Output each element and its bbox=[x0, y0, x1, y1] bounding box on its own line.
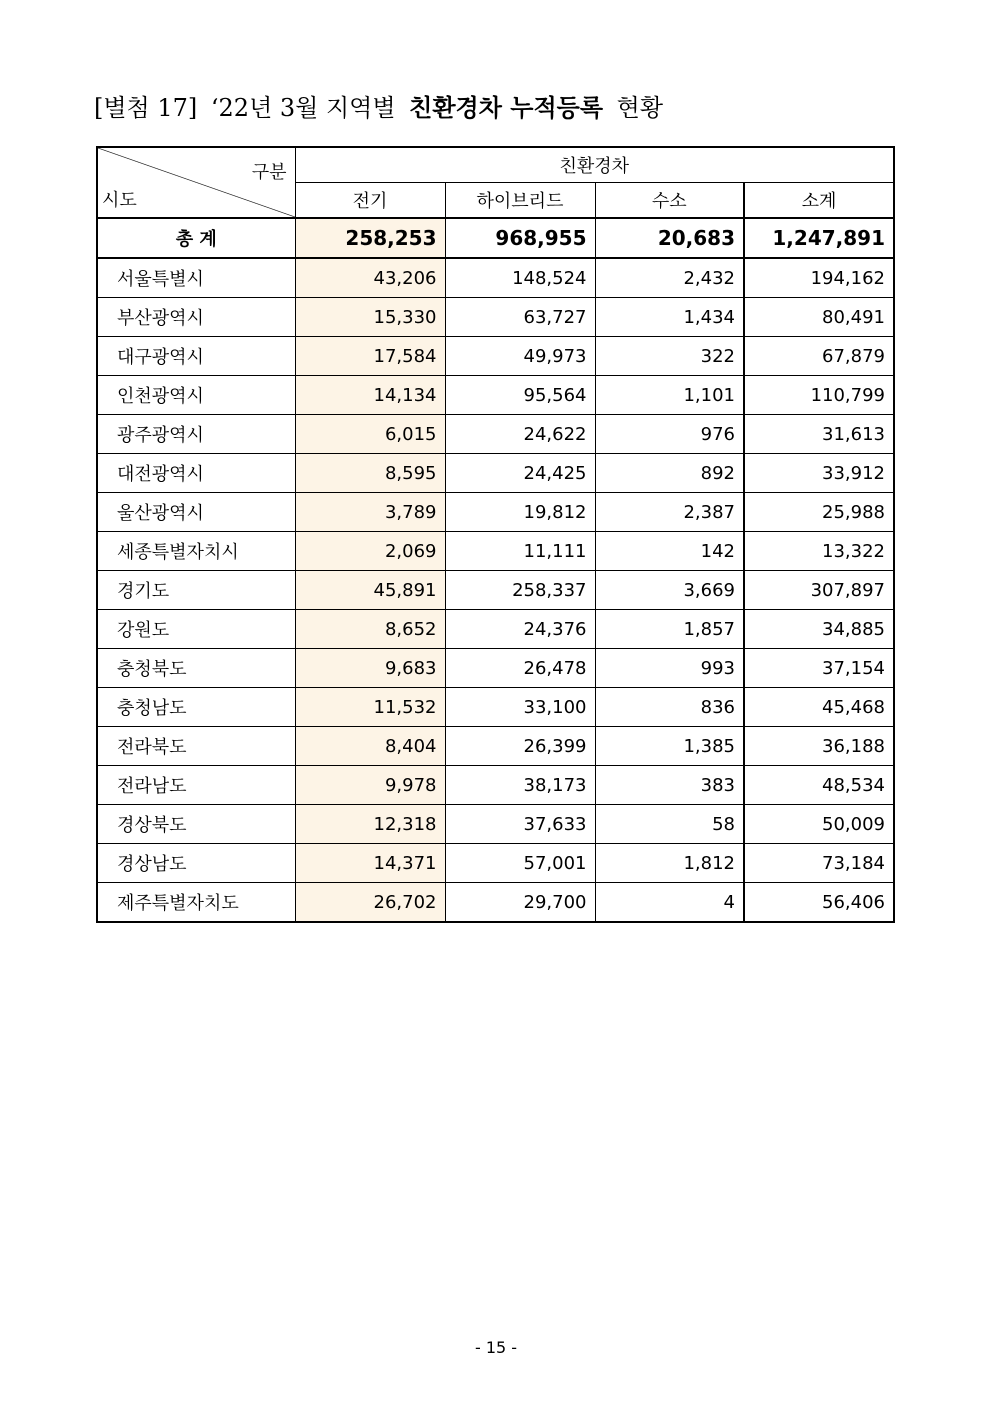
corner-region-label: 시도 bbox=[102, 190, 137, 211]
cell-hydrogen: 58 bbox=[595, 805, 744, 844]
cell-hybrid: 24,376 bbox=[445, 610, 595, 649]
cell-hydrogen: 976 bbox=[595, 415, 744, 454]
cell-subtotal: 45,468 bbox=[744, 688, 894, 727]
cell-electric: 3,789 bbox=[295, 493, 445, 532]
cell-hydrogen: 322 bbox=[595, 337, 744, 376]
table-row bbox=[97, 532, 894, 571]
cell-subtotal: 80,491 bbox=[744, 298, 894, 337]
cell-hybrid: 26,478 bbox=[445, 649, 595, 688]
region-name: 대전광역시 bbox=[97, 454, 295, 493]
table-row bbox=[97, 571, 894, 610]
cell-subtotal: 13,322 bbox=[744, 532, 894, 571]
cell-hydrogen: 383 bbox=[595, 766, 744, 805]
total-electric: 258,253 bbox=[295, 218, 445, 258]
cell-hydrogen: 1,101 bbox=[595, 376, 744, 415]
corner-category-label: 구분 bbox=[251, 162, 287, 183]
cell-electric: 12,318 bbox=[295, 805, 445, 844]
title-date: ‘22년 3월 지역별 bbox=[210, 94, 396, 122]
title-prefix: [별첨 17] bbox=[94, 94, 198, 122]
region-name: 서울특별시 bbox=[97, 258, 295, 298]
cell-electric: 14,134 bbox=[295, 376, 445, 415]
cell-hydrogen: 1,857 bbox=[595, 610, 744, 649]
total-label: 총 계 bbox=[97, 218, 295, 258]
cell-subtotal: 34,885 bbox=[744, 610, 894, 649]
total-row bbox=[97, 218, 894, 258]
table-row bbox=[97, 649, 894, 688]
region-name: 충청남도 bbox=[97, 688, 295, 727]
cell-hybrid: 33,100 bbox=[445, 688, 595, 727]
cell-hydrogen: 836 bbox=[595, 688, 744, 727]
cell-electric: 8,404 bbox=[295, 727, 445, 766]
cell-electric: 6,015 bbox=[295, 415, 445, 454]
table-row bbox=[97, 258, 894, 298]
cell-subtotal: 36,188 bbox=[744, 727, 894, 766]
cell-hydrogen: 1,434 bbox=[595, 298, 744, 337]
title-suffix: 현황 bbox=[616, 94, 664, 122]
table-row bbox=[97, 766, 894, 805]
cell-electric: 11,532 bbox=[295, 688, 445, 727]
cell-hydrogen: 2,432 bbox=[595, 258, 744, 298]
cell-subtotal: 73,184 bbox=[744, 844, 894, 883]
region-name: 전라북도 bbox=[97, 727, 295, 766]
page-number: - 15 - bbox=[474, 1338, 518, 1357]
region-name: 경기도 bbox=[97, 571, 295, 610]
cell-hydrogen: 1,812 bbox=[595, 844, 744, 883]
region-name: 충청북도 bbox=[97, 649, 295, 688]
region-name: 경상북도 bbox=[97, 805, 295, 844]
table-row bbox=[97, 454, 894, 493]
cell-electric: 17,584 bbox=[295, 337, 445, 376]
cell-electric: 2,069 bbox=[295, 532, 445, 571]
table-row bbox=[97, 376, 894, 415]
table-row bbox=[97, 688, 894, 727]
cell-hybrid: 57,001 bbox=[445, 844, 595, 883]
cell-hybrid: 26,399 bbox=[445, 727, 595, 766]
cell-hybrid: 148,524 bbox=[445, 258, 595, 298]
total-subtotal: 1,247,891 bbox=[744, 218, 894, 258]
cell-hybrid: 95,564 bbox=[445, 376, 595, 415]
table-row bbox=[97, 805, 894, 844]
cell-hydrogen: 142 bbox=[595, 532, 744, 571]
cell-electric: 45,891 bbox=[295, 571, 445, 610]
document-title bbox=[94, 88, 663, 128]
cell-subtotal: 56,406 bbox=[744, 883, 894, 923]
table-row bbox=[97, 883, 894, 923]
cell-electric: 43,206 bbox=[295, 258, 445, 298]
column-header-subtotal: 소계 bbox=[744, 183, 894, 219]
cell-hybrid: 37,633 bbox=[445, 805, 595, 844]
cell-subtotal: 33,912 bbox=[744, 454, 894, 493]
table-row bbox=[97, 610, 894, 649]
cell-hybrid: 24,425 bbox=[445, 454, 595, 493]
region-name: 경상남도 bbox=[97, 844, 295, 883]
column-header-hybrid: 하이브리드 bbox=[445, 183, 595, 219]
region-name: 강원도 bbox=[97, 610, 295, 649]
cell-hybrid: 24,622 bbox=[445, 415, 595, 454]
total-hybrid: 968,955 bbox=[445, 218, 595, 258]
region-name: 부산광역시 bbox=[97, 298, 295, 337]
region-name: 울산광역시 bbox=[97, 493, 295, 532]
cell-hybrid: 11,111 bbox=[445, 532, 595, 571]
cell-subtotal: 50,009 bbox=[744, 805, 894, 844]
cell-subtotal: 67,879 bbox=[744, 337, 894, 376]
region-name: 광주광역시 bbox=[97, 415, 295, 454]
cell-hybrid: 19,812 bbox=[445, 493, 595, 532]
table-row bbox=[97, 337, 894, 376]
cell-hydrogen: 2,387 bbox=[595, 493, 744, 532]
region-name: 인천광역시 bbox=[97, 376, 295, 415]
cell-hydrogen: 993 bbox=[595, 649, 744, 688]
cell-hybrid: 63,727 bbox=[445, 298, 595, 337]
eco-vehicle-registration-table bbox=[96, 146, 895, 923]
cell-hydrogen: 3,669 bbox=[595, 571, 744, 610]
column-header-electric: 전기 bbox=[295, 183, 445, 219]
cell-hydrogen: 4 bbox=[595, 883, 744, 923]
region-name: 제주특별자치도 bbox=[97, 883, 295, 923]
cell-subtotal: 110,799 bbox=[744, 376, 894, 415]
table-row bbox=[97, 727, 894, 766]
cell-subtotal: 307,897 bbox=[744, 571, 894, 610]
cell-subtotal: 194,162 bbox=[744, 258, 894, 298]
title-emphasis: 친환경차 누적등록 bbox=[409, 93, 603, 122]
cell-hybrid: 29,700 bbox=[445, 883, 595, 923]
cell-subtotal: 48,534 bbox=[744, 766, 894, 805]
region-name: 전라남도 bbox=[97, 766, 295, 805]
cell-electric: 15,330 bbox=[295, 298, 445, 337]
table-row bbox=[97, 298, 894, 337]
cell-electric: 8,652 bbox=[295, 610, 445, 649]
cell-electric: 9,978 bbox=[295, 766, 445, 805]
cell-subtotal: 37,154 bbox=[744, 649, 894, 688]
table-row bbox=[97, 844, 894, 883]
region-name: 대구광역시 bbox=[97, 337, 295, 376]
cell-electric: 26,702 bbox=[295, 883, 445, 923]
column-header-hydrogen: 수소 bbox=[595, 183, 744, 219]
total-hydrogen: 20,683 bbox=[595, 218, 744, 258]
cell-hybrid: 49,973 bbox=[445, 337, 595, 376]
group-header: 친환경차 bbox=[295, 147, 894, 183]
corner-header bbox=[97, 147, 295, 218]
cell-subtotal: 31,613 bbox=[744, 415, 894, 454]
cell-hybrid: 258,337 bbox=[445, 571, 595, 610]
cell-electric: 9,683 bbox=[295, 649, 445, 688]
region-name: 세종특별자치시 bbox=[97, 532, 295, 571]
cell-electric: 14,371 bbox=[295, 844, 445, 883]
cell-hydrogen: 1,385 bbox=[595, 727, 744, 766]
cell-hydrogen: 892 bbox=[595, 454, 744, 493]
table-row bbox=[97, 415, 894, 454]
cell-subtotal: 25,988 bbox=[744, 493, 894, 532]
cell-electric: 8,595 bbox=[295, 454, 445, 493]
cell-hybrid: 38,173 bbox=[445, 766, 595, 805]
table-row bbox=[97, 493, 894, 532]
